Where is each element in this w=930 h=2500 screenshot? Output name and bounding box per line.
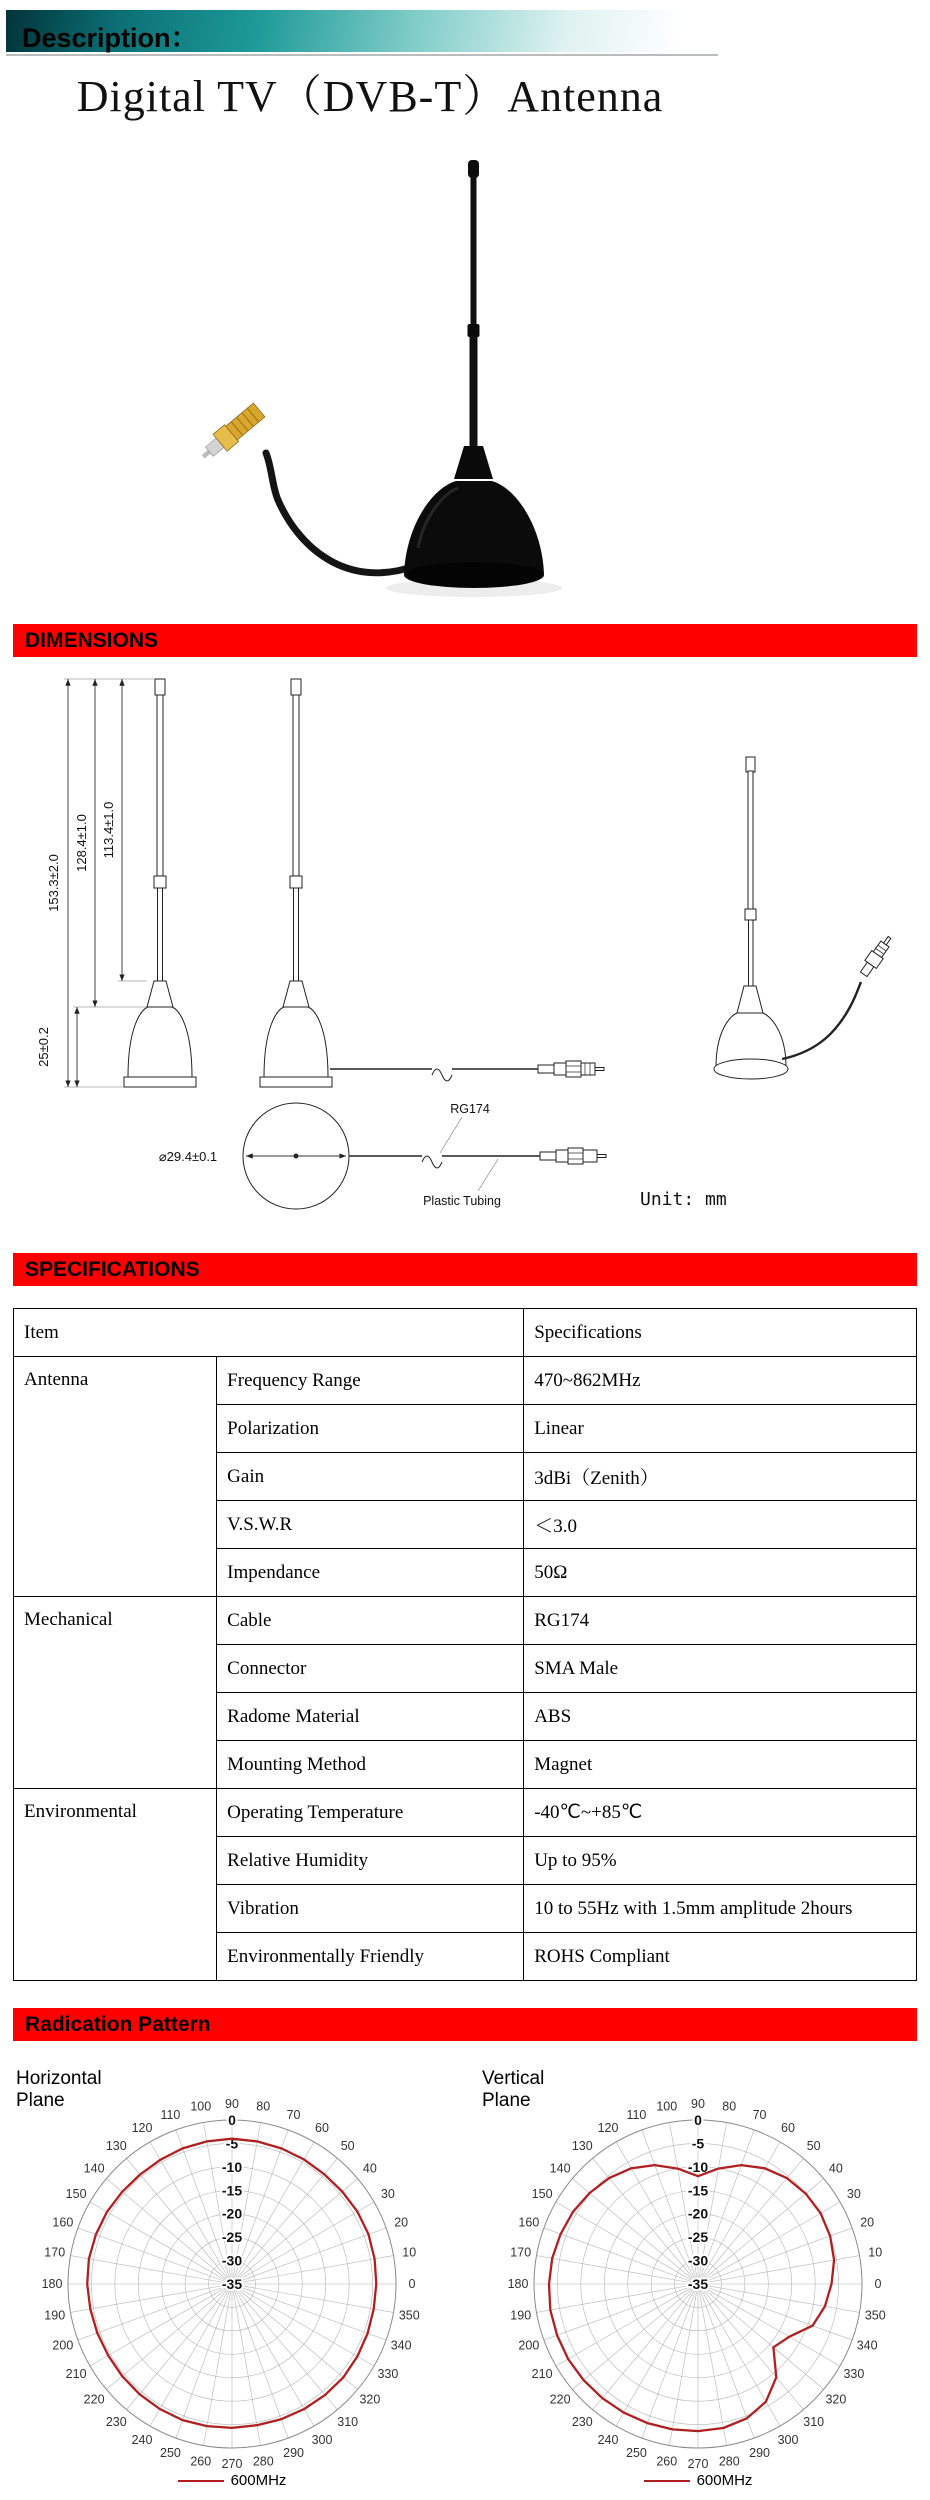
angle-label: 30: [380, 2187, 395, 2201]
angle-label: 70: [286, 2107, 301, 2122]
radiation-charts: [0, 2056, 930, 2489]
db-tick-label: -35: [221, 2276, 243, 2292]
angle-label: 200: [52, 2338, 74, 2353]
angle-label: 300: [777, 2432, 799, 2447]
legend-line-swatch: [644, 2480, 690, 2482]
angle-label: 40: [828, 2161, 843, 2176]
spec-value: Magnet: [524, 1741, 917, 1789]
angle-label: 320: [825, 2392, 847, 2407]
polar-spoke: [232, 2284, 358, 2389]
db-tick-label: -15: [687, 2182, 709, 2199]
angle-label: 110: [160, 2107, 181, 2122]
spec-table: [13, 1308, 917, 1981]
angle-label: 70: [752, 2107, 767, 2122]
specifications-banner-label: SPECIFICATIONS: [25, 1258, 200, 1281]
description-banner: [6, 10, 706, 52]
angle-label: 90: [691, 2097, 705, 2111]
db-tick-label: -10: [221, 2158, 243, 2175]
spec-item: Frequency Range: [217, 1357, 524, 1405]
angle-label: 230: [571, 2414, 593, 2429]
angle-label: 120: [597, 2121, 619, 2136]
angle-label: 170: [510, 2245, 532, 2260]
angle-label: 0: [874, 2277, 882, 2291]
db-tick-label: -25: [221, 2229, 243, 2246]
db-tick-label: 0: [694, 2112, 702, 2128]
header-item: Item: [14, 1309, 524, 1357]
db-tick-label: 0: [228, 2112, 236, 2128]
angle-label: 170: [44, 2245, 66, 2260]
spec-value: SMA Male: [524, 1645, 917, 1693]
polar-spoke: [78, 2284, 232, 2340]
antenna-product-image: [0, 148, 930, 608]
angle-label: 110: [626, 2107, 647, 2122]
magnet-base-bottom: [404, 562, 544, 588]
angle-label: 140: [83, 2161, 105, 2176]
angle-label: 210: [65, 2367, 87, 2381]
spec-item: Cable: [217, 1597, 524, 1645]
polar-chart-vertical: [472, 2056, 924, 2489]
angle-label: 150: [65, 2187, 87, 2201]
front-view-dimensioned: [36, 679, 196, 1087]
angle-label: 280: [718, 2454, 740, 2469]
angle-label: 280: [252, 2454, 274, 2469]
angle-label: 50: [806, 2139, 821, 2154]
spec-item: Impendance: [217, 1549, 524, 1597]
group-mechanical: Mechanical: [14, 1597, 217, 1789]
db-tick-label: -30: [221, 2252, 243, 2269]
sma-connector-drawing: [538, 1061, 604, 1077]
angle-label: 50: [340, 2139, 355, 2154]
polar-spoke: [127, 2284, 232, 2410]
angle-label: 340: [856, 2338, 878, 2353]
description-banner-wrap: [6, 10, 718, 56]
angle-label: 270: [221, 2457, 243, 2471]
page-title: Digital TV（DVB-T）Antenna: [76, 72, 664, 121]
polar-spoke: [78, 2228, 232, 2284]
angle-label: 140: [549, 2161, 571, 2176]
angle-label: 270: [687, 2457, 709, 2471]
angle-label: 180: [41, 2277, 63, 2291]
plane-title: Vertical: [482, 2068, 545, 2089]
spec-value: 10 to 55Hz with 1.5mm amplitude 2hours: [524, 1885, 917, 1933]
unit-note: Unit: mm: [640, 1189, 727, 1210]
angle-label: 300: [311, 2432, 333, 2447]
whip-tip: [468, 160, 479, 178]
spec-value: -40℃~+85℃: [524, 1789, 917, 1837]
angle-label: 160: [518, 2215, 540, 2230]
db-tick-label: -20: [687, 2205, 709, 2222]
legend-line-swatch: [178, 2480, 224, 2482]
group-environmental: Environmental: [14, 1789, 217, 1981]
table-row: [14, 1357, 917, 1405]
angle-label: 20: [860, 2215, 875, 2230]
dim-total-height: 153.3±2.0: [46, 854, 61, 912]
plane-title: Plane: [16, 2090, 65, 2111]
polar-spoke: [544, 2228, 698, 2284]
dim-rod-length: 113.4±1.0: [101, 801, 116, 859]
angle-label: 130: [571, 2139, 593, 2154]
whip-cone: [454, 446, 493, 479]
angle-label: 310: [337, 2414, 359, 2429]
sma-connector: [196, 402, 266, 466]
polar-spoke: [698, 2284, 803, 2410]
header-specifications: Specifications: [524, 1309, 917, 1357]
group-antenna: Antenna: [14, 1357, 217, 1597]
table-row: [14, 1597, 917, 1645]
angle-label: 230: [105, 2414, 127, 2429]
spec-value: ＜3.0: [524, 1501, 917, 1549]
angle-label: 330: [843, 2367, 865, 2381]
description-label: Description：: [22, 23, 198, 53]
spec-value: ROHS Compliant: [524, 1933, 917, 1981]
angle-label: 80: [256, 2099, 271, 2114]
polar-spoke: [698, 2179, 824, 2284]
polar-spoke: [232, 2284, 386, 2340]
horizontal-plane-plot: [6, 2056, 458, 2476]
polar-spoke: [544, 2284, 698, 2340]
angle-label: 150: [531, 2187, 553, 2201]
table-header-row: [14, 1309, 917, 1357]
angle-label: 350: [398, 2308, 420, 2323]
spec-item: Radome Material: [217, 1693, 524, 1741]
angle-label: 220: [83, 2392, 105, 2407]
angle-label: 80: [722, 2099, 737, 2114]
db-tick-label: -20: [221, 2205, 243, 2222]
polar-spoke: [176, 2284, 232, 2438]
spec-item: Environmentally Friendly: [217, 1933, 524, 1981]
spec-value: 3dBi（Zenith）: [524, 1453, 917, 1501]
angle-label: 100: [656, 2099, 678, 2114]
spec-item: Gain: [217, 1453, 524, 1501]
polar-spoke: [106, 2284, 232, 2389]
polar-spoke: [106, 2179, 232, 2284]
angle-label: 210: [531, 2367, 553, 2381]
angle-label: 310: [803, 2414, 825, 2429]
polar-spoke: [232, 2228, 386, 2284]
angle-label: 30: [846, 2187, 861, 2201]
callout-plastic-tubing: Plastic Tubing: [423, 1194, 501, 1208]
angle-label: 200: [518, 2338, 540, 2353]
polar-spoke: [232, 2179, 358, 2284]
polar-spoke: [232, 2284, 337, 2410]
angle-label: 330: [377, 2367, 399, 2381]
front-view-with-cable: [260, 679, 604, 1087]
angle-label: 240: [131, 2432, 153, 2447]
angle-label: 130: [105, 2139, 127, 2154]
angle-label: 20: [394, 2215, 409, 2230]
angle-label: 60: [315, 2121, 329, 2136]
spec-item: Relative Humidity: [217, 1837, 524, 1885]
db-tick-label: -25: [687, 2229, 709, 2246]
angle-label: 90: [225, 2097, 239, 2111]
polar-spoke: [642, 2284, 698, 2438]
dim-base-diameter: ⌀29.4±0.1: [158, 1149, 218, 1164]
db-tick-label: -5: [225, 2135, 239, 2152]
db-tick-label: -10: [687, 2158, 709, 2175]
angle-label: 190: [510, 2308, 532, 2323]
radiation-banner-label: Radication Pattern: [25, 2013, 211, 2036]
angle-label: 290: [283, 2446, 304, 2461]
angle-label: 100: [190, 2099, 212, 2114]
legend-label: 600MHz: [696, 2472, 753, 2489]
section-banner-radiation-pattern: [13, 2008, 917, 2041]
spec-value: Linear: [524, 1405, 917, 1453]
spec-value: RG174: [524, 1597, 917, 1645]
angle-label: 320: [359, 2392, 381, 2407]
sma-connector-perspective: [858, 933, 895, 978]
db-tick-label: -30: [687, 2252, 709, 2269]
top-view-and-cable: [159, 1102, 727, 1210]
perspective-view: [714, 757, 895, 1079]
angle-label: 290: [749, 2446, 770, 2461]
spec-value: 50Ω: [524, 1549, 917, 1597]
angle-label: 40: [362, 2161, 377, 2176]
db-tick-label: -15: [221, 2182, 243, 2199]
spec-item: Operating Temperature: [217, 1789, 524, 1837]
polar-spoke: [698, 2284, 824, 2389]
angle-label: 0: [408, 2277, 416, 2291]
callout-cable-type: RG174: [450, 1102, 490, 1116]
polar-spoke: [232, 2158, 337, 2284]
dimensions-banner-label: DIMENSIONS: [25, 629, 159, 652]
spec-value: Up to 95%: [524, 1837, 917, 1885]
sma-connector-top-drawing: [540, 1148, 606, 1164]
db-tick-label: -35: [687, 2276, 709, 2292]
table-row: [14, 1789, 917, 1837]
angle-label: 180: [507, 2277, 529, 2291]
whip-lower: [470, 336, 478, 448]
dimension-drawing: [0, 671, 930, 1219]
spec-value: 470~862MHz: [524, 1357, 917, 1405]
db-tick-label: -5: [691, 2135, 705, 2152]
angle-label: 160: [52, 2215, 74, 2230]
spec-item: Connector: [217, 1645, 524, 1693]
whip-junction: [468, 324, 480, 337]
polar-spoke: [572, 2284, 698, 2389]
polar-spoke: [232, 2284, 288, 2438]
antenna-cable: [266, 453, 415, 573]
spec-item: Mounting Method: [217, 1741, 524, 1789]
vertical-plane-plot: [472, 2056, 924, 2476]
angle-label: 10: [868, 2245, 883, 2260]
plane-title: Horizontal: [16, 2068, 102, 2089]
angle-label: 190: [44, 2308, 66, 2323]
angle-label: 260: [656, 2454, 678, 2469]
angle-label: 240: [597, 2432, 619, 2447]
whip-upper: [471, 176, 477, 326]
angle-label: 60: [781, 2121, 795, 2136]
polar-spoke: [698, 2228, 852, 2284]
angle-label: 220: [549, 2392, 571, 2407]
angle-label: 250: [160, 2446, 181, 2461]
angle-label: 260: [190, 2454, 212, 2469]
spec-item: V.S.W.R: [217, 1501, 524, 1549]
chart-legend: [472, 2472, 924, 2489]
polar-spoke: [698, 2284, 754, 2438]
angle-label: 250: [626, 2446, 647, 2461]
plane-title: Plane: [482, 2090, 531, 2111]
angle-label: 350: [864, 2308, 886, 2323]
spec-value: ABS: [524, 1693, 917, 1741]
polar-spoke: [572, 2179, 698, 2284]
spec-item: Vibration: [217, 1885, 524, 1933]
section-banner-dimensions: [13, 624, 917, 657]
angle-label: 10: [402, 2245, 417, 2260]
angle-label: 120: [131, 2121, 153, 2136]
legend-label: 600MHz: [230, 2472, 287, 2489]
spec-item: Polarization: [217, 1405, 524, 1453]
polar-spoke: [593, 2284, 698, 2410]
chart-legend: [6, 2472, 458, 2489]
polar-spoke: [127, 2158, 232, 2284]
angle-label: 340: [390, 2338, 412, 2353]
dim-base-height: 25±0.2: [36, 1027, 51, 1067]
section-banner-specifications: [13, 1253, 917, 1286]
dim-whip-length: 128.4±1.0: [74, 814, 89, 872]
polar-chart-horizontal: [6, 2056, 458, 2489]
